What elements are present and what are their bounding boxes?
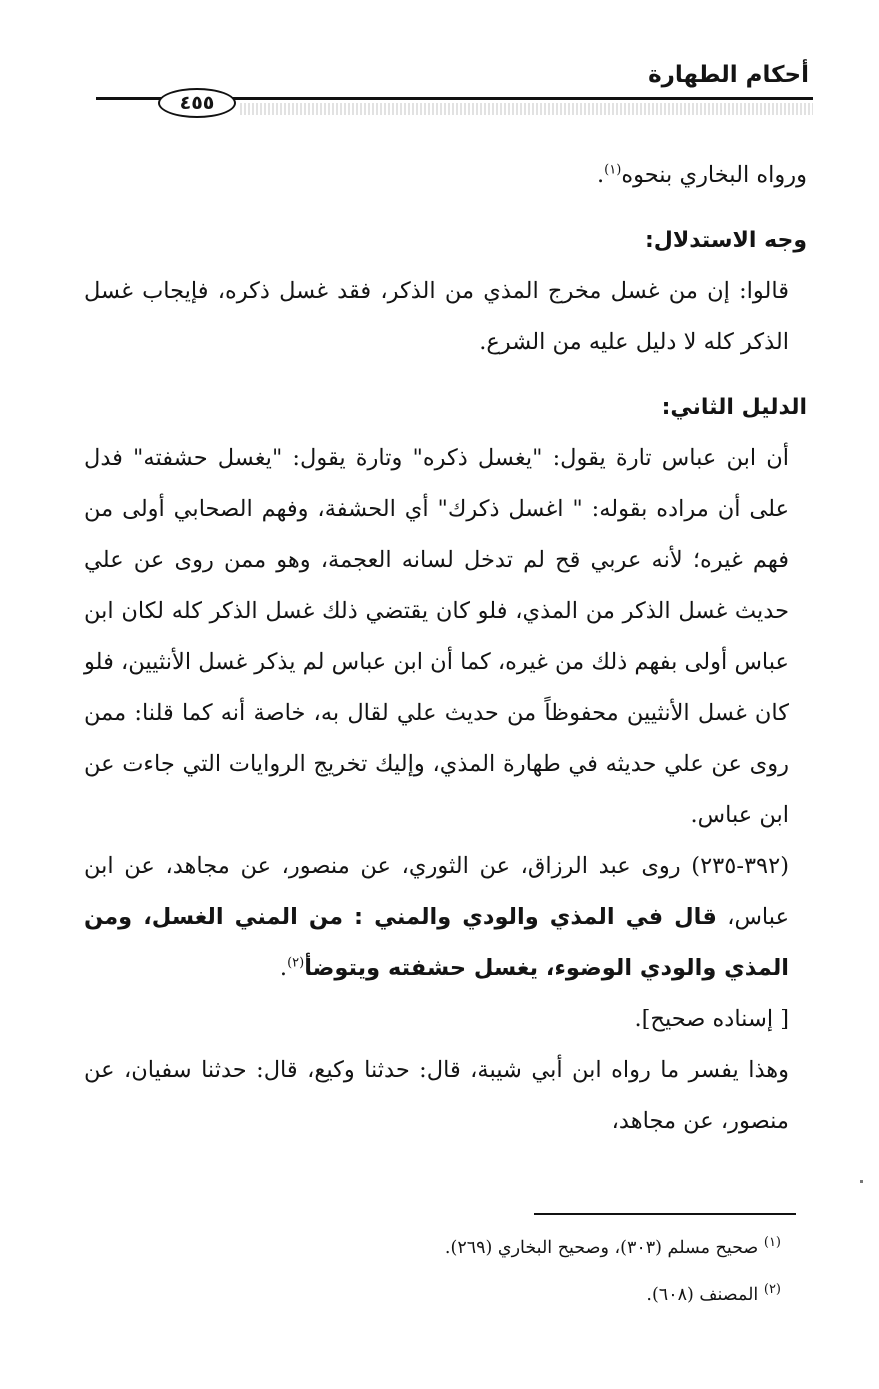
paragraph-second-evidence: أن ابن عباس تارة يقول: "يغسل ذكره" وتارة يقول: "يغسل حشفته" فدل على أن مراده بقوله: " اغسل ذكرك" أي الحشفة، وفهم الصحابي أولى من فهم غيره؛ لأنه عربي قح لم تدخل لسانه العجمة، وهو ممن روى عن علي حديث غسل الذكر من المذي، فلو كان يقتضي ذلك غسل الذكر كله لكان ابن عباس أولى بفهم ذلك من غيره، كما أن ابن عباس لم يذكر غسل الأنثيين، فلو كان غسل الأنثيين محفوظاً من حديث علي لقال به، خاصة أنه كما قلنا: ممن روى عن علي حديثه في طهارة المذي، وإليك تخريج الروايات التي جاءت عن ابن عباس. [84, 445, 789, 828]
narration-quote: قال في المذي والودي والمني : من المني الغسل، ومن المذي والودي الوضوء، يغسل حشفته ويتوضأ [84, 904, 789, 981]
heading-inference: وجه الاستدلال: [644, 228, 807, 253]
scan-speck [860, 1180, 863, 1183]
footnote-rule [534, 1213, 796, 1215]
paragraph-grading: [ إسناده صحيح]. [634, 1006, 789, 1032]
page-number: ٤٥٥ [158, 88, 236, 118]
heading-second-evidence: الدليل الثاني: [661, 395, 807, 420]
footnote-ref-1: (١) [604, 162, 622, 178]
footnotes [84, 1225, 801, 1319]
main-text [84, 150, 807, 1147]
paragraph-inference: قالوا: إن من غسل مخرج المذي من الذكر، فقد غسل ذكره، فإيجاب غسل الذكر كله لا دليل عليه من الشرع. [84, 278, 789, 355]
footnote-2: $^{(٢)}$ المصنف (٦٠٨). [646, 1282, 781, 1305]
paragraph-ibn-abi-shaybah: وهذا يفسر ما رواه ابن أبي شيبة، قال: حدثنا وكيع، قال: حدثنا سفيان، عن منصور، عن مجاهد، [84, 1057, 789, 1134]
footnote-ref-2: (٢) [287, 955, 305, 971]
footnote-1: $^{(١)}$ صحيح مسلم (٣٠٣)، وصحيح البخاري (٢٦٩). [444, 1235, 781, 1258]
running-header-title: أحكام الطهارة [648, 62, 809, 88]
header-shading [240, 103, 813, 115]
paragraph-bukhari: ورواه البخاري بنحوه$^{(١)}$. [597, 162, 807, 188]
paragraph-narration: (٣٩٢-٢٣٥) روى عبد الرزاق، عن الثوري، عن منصور، عن مجاهد، عن ابن عباس، قال في المذي والودي والمني : من المني الغسل، ومن المذي والودي الوضوء، يغسل حشفته ويتوضأ$^{(٢)}$. [84, 853, 789, 981]
